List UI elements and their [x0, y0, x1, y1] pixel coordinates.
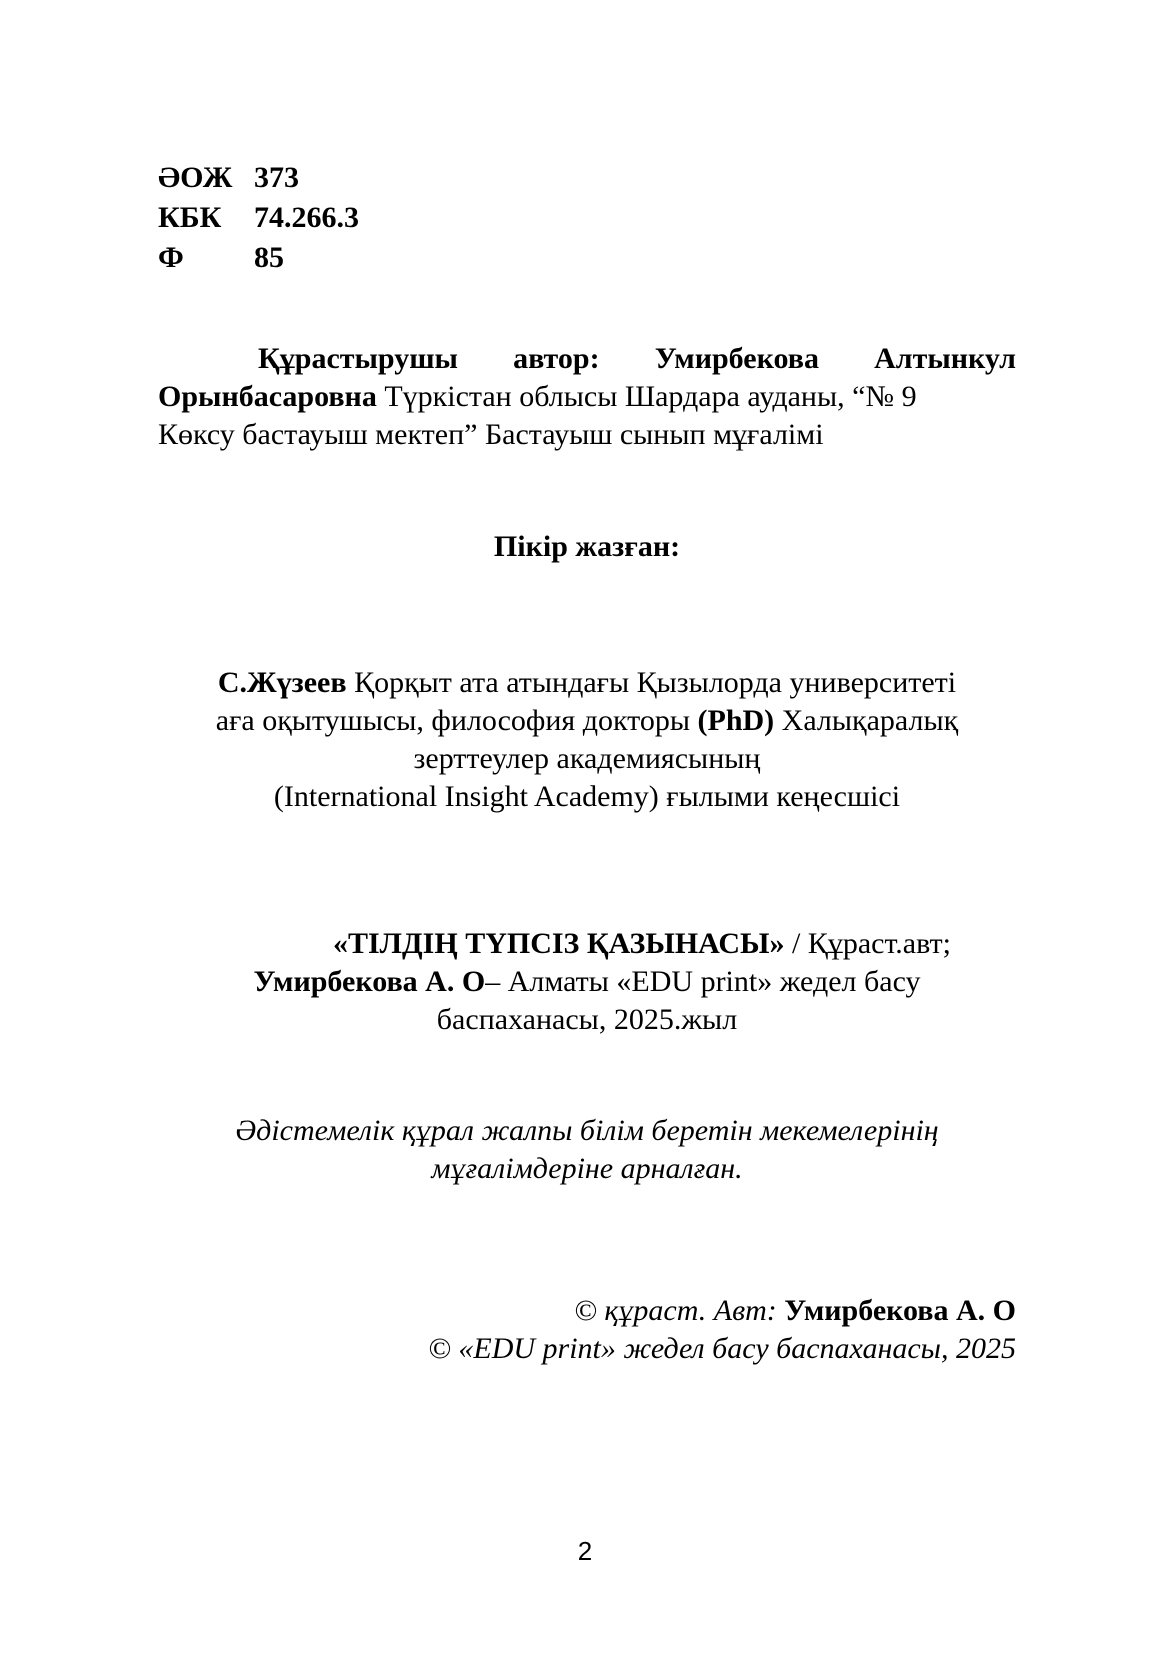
copyright-publisher-line: © «EDU print» жедел басу баспаханасы, 2025: [428, 1332, 1016, 1365]
compiler-affiliation-line: [158, 378, 1016, 416]
book-publisher: – Алматы «EDU print» жедел басу: [485, 965, 921, 998]
classification-row-udc: [158, 158, 359, 198]
reviewer-line-1: [158, 664, 1016, 702]
reviewer-line-3: зерттеулер академиясының: [413, 742, 761, 775]
compiler-role-suffix: автор:: [513, 342, 600, 375]
copyright-author-prefix: © құраст. Авт:: [574, 1294, 785, 1327]
reviewer-org-start: Халықаралық: [774, 704, 959, 737]
classification-label: КБК: [158, 201, 222, 234]
purpose-line-1: Әдістемелік құрал жалпы білім беретін мекемелерінің: [235, 1114, 939, 1147]
book-citation-block: [158, 925, 1016, 1039]
reviewer-block: [158, 664, 1016, 816]
purpose-note: [158, 1112, 1016, 1188]
compiler-given-name: Алтынкул: [874, 342, 1016, 375]
book-title: «ТІЛДІҢ ТҮПСІЗ ҚАЗЫНАСЫ»: [333, 927, 785, 960]
classification-row-author-mark: [158, 238, 359, 278]
book-compiler-note: / Құраст.авт;: [784, 927, 951, 960]
compiler-patronymic: Орынбасаровна: [158, 380, 377, 413]
compiler-surname: Умирбекова: [654, 342, 819, 375]
classification-row-bbk: [158, 198, 359, 238]
book-citation-line-2: [158, 963, 1016, 1001]
compiler-author-line: [158, 340, 1016, 378]
reviewer-university: Қорқыт ата атындағы Қызылорда университеті: [346, 666, 957, 699]
copyright-block: [158, 1292, 1016, 1368]
classification-label: Ф: [158, 241, 184, 274]
compiler-role: Құрастырушы: [258, 342, 458, 375]
page-number: 2: [577, 1536, 593, 1566]
reviewer-heading: Пікір жазған:: [493, 530, 681, 563]
classification-value: 373: [254, 161, 299, 194]
book-citation-line-3: баспаханасы, 2025.жыл: [436, 1003, 738, 1036]
reviewer-name: С.Жүзеев: [217, 666, 347, 699]
book-citation-line-1: [158, 925, 1016, 963]
reviewer-position: аға оқытушысы, философия докторы: [215, 704, 698, 737]
classification-codes: [158, 158, 359, 278]
purpose-line-2: мұғалімдеріне арналған.: [431, 1152, 743, 1185]
book-author: Умирбекова А. О: [253, 965, 486, 998]
reviewer-degree: (PhD): [697, 704, 775, 737]
compiler-affiliation-line-2: Көксу бастауыш мектеп” Бастауыш сынып мұғалімі: [158, 418, 824, 451]
reviewer-line-2: [158, 702, 1016, 740]
copyright-author-name: Умирбекова А. О: [784, 1294, 1016, 1327]
compiler-author-block: [158, 340, 1016, 454]
classification-label: ӘОЖ: [158, 161, 233, 194]
reviewer-line-4: (International Insight Academy) ғылыми кеңесшісі: [273, 780, 901, 813]
compiler-affiliation: Түркістан облысы Шардара ауданы, “№ 9: [376, 380, 917, 413]
classification-value: 85: [254, 241, 284, 274]
copyright-author-line: [158, 1292, 1016, 1330]
classification-value: 74.266.3: [254, 201, 359, 234]
